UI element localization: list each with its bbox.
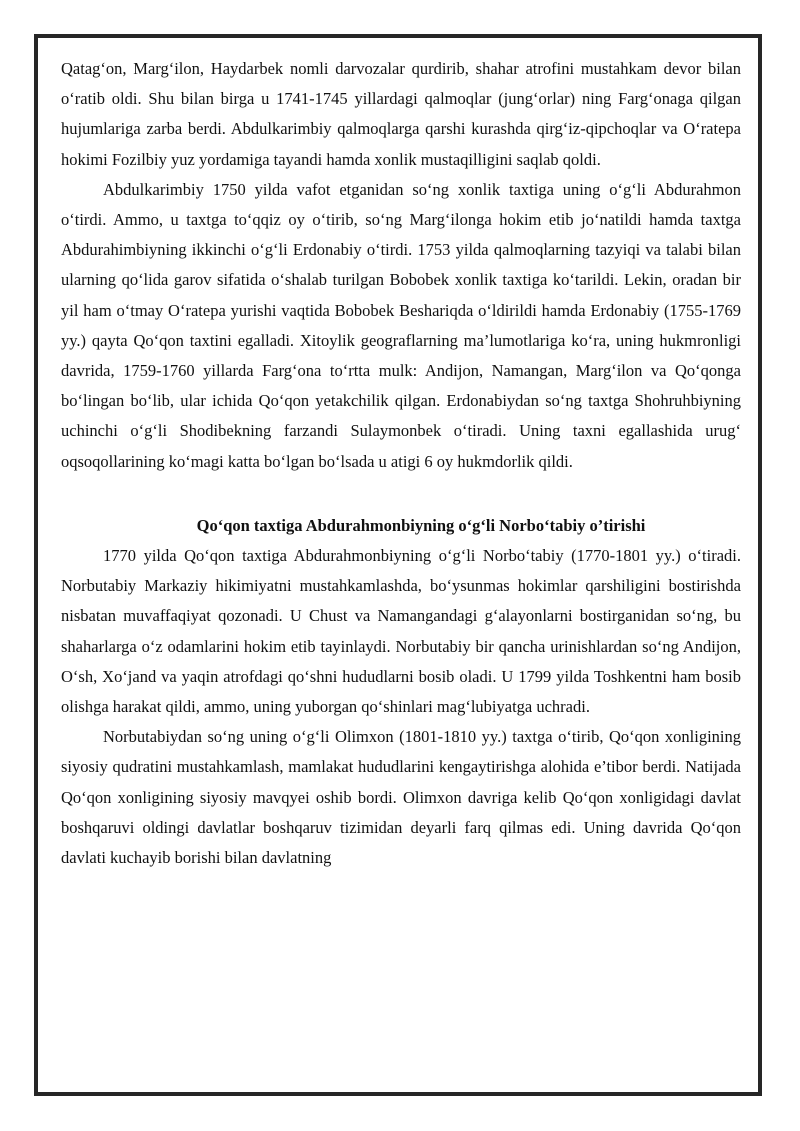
section-spacer [61,477,741,511]
paragraph-norbotabiy: 1770 yilda Qo‘qon taxtiga Abdurahmonbiyning o‘g‘li Norbo‘tabiy (1770-1801 yy.) o‘tiradi. Norbutabiy Markaziy hikimiyatni mustahkamlashda, bo‘ysunmas hokimlar qarshiligini bostirishda nisbatan muvaffaqiyat qozonadi. U Chust va Namangandagi g‘alayonlarni bostirganidan so‘ng, bu shaharlarga o‘z odamlarini hokim etib tayinlaydi. Norbutabiy bir qancha urinishlardan so‘ng Andijon, O‘sh, Xo‘jand va yaqin atrofdagi qo‘shni hududlarni bosib oladi. U 1799 yilda Toshkentni ham bosib olishga harakat qildi, ammo, uning yuborgan qo‘shinlari mag‘lubiyatga uchradi. [61,546,741,717]
paragraph-abdulkarimbiy: Abdulkarimbiy 1750 yilda vafot etganidan so‘ng xonlik taxtiga uning o‘g‘li Abdurahmon o‘tirdi. Ammo, u taxtga to‘qqiz oy o‘tirib, so‘ng Marg‘ilonga hokim etib jo‘natildi hamda taxtga Abdurahimbiyning ikkinchi o‘g‘li Erdonabiy o‘tirdi. 1753 yilda qalmoqlarning tazyiqi va talabi bilan ularning qo‘lida garov sifatida o‘shalab turilgan Bobobek xonlik taxtiga ko‘tarildi. Lekin, oradan bir yil ham o‘tmay O‘ratepa yurishi vaqtida Bobobek Beshariqda o‘ldirildi hamda Erdonabiy (1755-1769 yy.) qayta Qo‘qon taxtini egalladi. Xitoylik geograflarning ma’lumotlariga ko‘ra, uning hukmronligi davrida, 1759-1760 yillarda Farg‘ona to‘rtta mulk: Andijon, Namangan, Marg‘ilon va Qo‘qonga bo‘lingan bo‘lib, ular ichida Qo‘qon yetakchilik qilgan. Erdonabiydan so‘ng taxtga Shohruhbiyning uchinchi o‘g‘li Shodibekning farzandi Sulaymonbek o‘tiradi. Uning taxni egallashida urug‘ oqsoqollarining ko‘magi katta bo‘lgan bo‘lsada u atigi 6 oy hukmdorlik qildi. [61,179,741,471]
paragraph-olimxon: Norbutabiydan so‘ng uning o‘g‘li Olimxon (1801-1810 yy.) taxtga o‘tirib, Qo‘qon xonligining siyosiy qudratini mustahkamlash, mamlakat hududlarini kengaytirishga alohida e’tibor berdi. Natijada Qo‘qon xonligining siyosiy mavqyei oshib bordi. Olimxon davriga kelib Qo‘qon xonligidagi davlat boshqaruvi oldingi davlatlar boshqaruv tizimidan deyarli farq qilmas edi. Uning davrida Qo‘qon davlati kuchayib borishi bilan davlatning [61,727,741,868]
document-body [61,54,741,873]
section-heading: Qo‘qon taxtiga Abdurahmonbiyning o‘g‘li Norbo‘tabiy o’tirishi [196,515,646,535]
paragraph-continuation: Qatag‘on, Marg‘ilon, Haydarbek nomli darvozalar qurdirib, shahar atrofini mustahkam devor bilan o‘ratib oldi. Shu bilan birga u 1741-1745 yillardagi qalmoqlar (jung‘orlar) ning Farg‘onaga qilgan hujumlariga zarba berdi. Abdulkarimbiy qalmoqlarga qarshi kurashda qirg‘iz-qipchoqlar va O‘ratepa hokimi Fozilbiy yuz yordamiga tayandi hamda xonlik mustaqilligini saqlab qoldi. [61,59,741,169]
